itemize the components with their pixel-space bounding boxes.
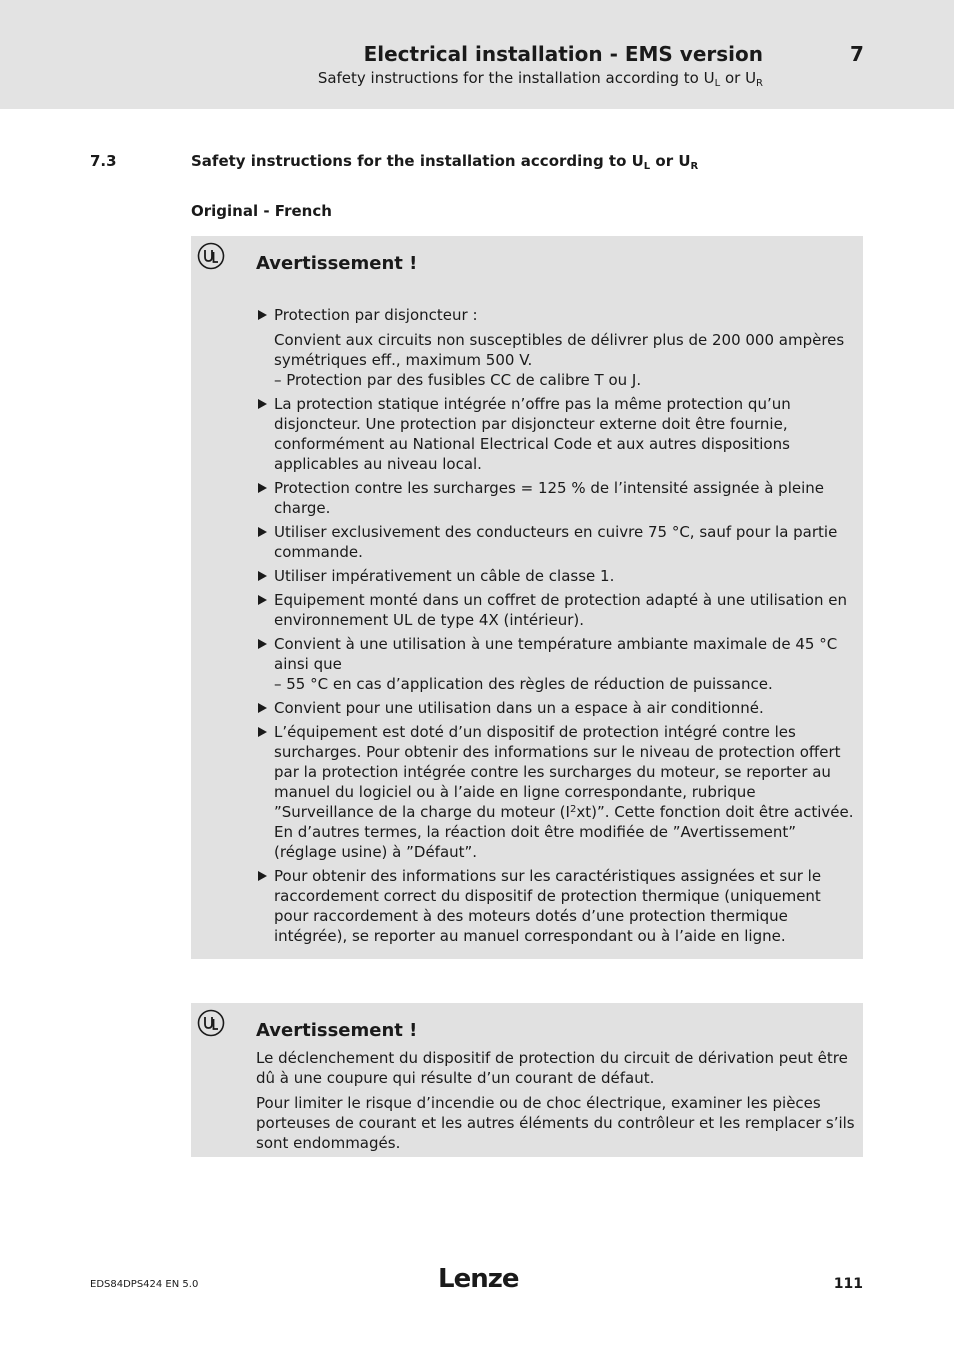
triangle-bullet-icon [258, 639, 267, 649]
triangle-bullet-icon [258, 527, 267, 537]
triangle-bullet-icon [258, 483, 267, 493]
document-id: EDS84DPS424 EN 5.0 [90, 1279, 199, 1290]
lenze-logo: Lenze [438, 1264, 519, 1294]
list-item: Protection contre les surcharges = 125 % de l’intensité assignée à pleine charge. [256, 478, 856, 518]
warning-box-1 [191, 236, 863, 959]
list-item: La protection statique intégrée n’offre pas la même protection qu’un disjoncteur. Une protection par disjoncteur externe doit être fournie, conformément au National Electrical Code et aux autres dispositions applicables au niveau local. [256, 394, 856, 474]
warning-bullet-list [256, 305, 856, 950]
triangle-bullet-icon [258, 310, 267, 320]
page-number: 111 [833, 1276, 863, 1292]
header-subtitle: Safety instructions for the installation according to $U_L$ or $U_R$ [317, 69, 763, 89]
section-title: Safety instructions for the installation according to $U_L$ or $U_R$ [191, 152, 699, 172]
warning-box-2 [191, 1003, 863, 1157]
triangle-bullet-icon [258, 727, 267, 737]
list-item: Convient pour une utilisation dans un a espace à air conditionné. [256, 698, 856, 718]
triangle-bullet-icon [258, 595, 267, 605]
language-label: Original - French [191, 202, 332, 220]
triangle-bullet-icon [258, 571, 267, 581]
warning-title: Avertissement ! [256, 253, 418, 274]
list-item: L’équipement est doté d’un dispositif de protection intégré contre les surcharges. Pour obtenir des informations sur le niveau de protection offert par la protection intégrée contre les surcharges du moteur, se reporter au manuel du logiciel ou à l’aide en ligne correspondante, rubrique ”Surveillance de la charge du moteur $(I^2xt)$”. Cette fonction doit être activée. En d’autres termes, la réaction doit être modifiée de ”Avertissement” (réglage usine) à ”Défaut”. [256, 722, 856, 862]
list-item: Pour obtenir des informations sur les caractéristiques assignées et sur le raccordement correct du dispositif de protection thermique (uniquement pour raccordement à des moteurs dotés d’une protection thermique intégrée), se reporter au manuel correspondant ou à l’aide en ligne. [256, 866, 856, 946]
warning-body [256, 1048, 856, 1158]
triangle-bullet-icon [258, 871, 267, 881]
list-item: Utiliser impérativement un câble de classe 1. [256, 566, 856, 586]
triangle-bullet-icon [258, 399, 267, 409]
list-item: Protection par disjoncteur : Convient aux circuits non susceptibles de délivrer plus de 200 000 ampères symétriques eff., maximum 500 V. – Protection par des fusibles CC de calibre T ou J. [256, 305, 856, 390]
warning-paragraph: Le déclenchement du dispositif de protection du circuit de dérivation peut être dû à une coupure qui résulte d’un courant de défaut. [256, 1049, 848, 1087]
section-number: 7.3 [90, 152, 117, 170]
list-item: Equipement monté dans un coffret de protection adapté à une utilisation en environnement UL de type 4X (intérieur). [256, 590, 856, 630]
chapter-number: 7 [850, 42, 864, 66]
page-header [0, 0, 954, 109]
list-item: Convient à une utilisation à une température ambiante maximale de 45 °C ainsi que – 55 °C en cas d’application des règles de réduction de puissance. [256, 634, 856, 694]
warning-title: Avertissement ! [256, 1020, 418, 1041]
ul-listed-icon [197, 242, 225, 270]
ul-listed-icon [197, 1009, 225, 1037]
header-title: Electrical installation - EMS version [363, 42, 763, 66]
warning-paragraph: Pour limiter le risque d’incendie ou de choc électrique, examiner les pièces porteuses de courant et les autres éléments du contrôleur et les remplacer s’ils sont endommagés. [256, 1094, 855, 1152]
triangle-bullet-icon [258, 703, 267, 713]
list-item: Utiliser exclusivement des conducteurs en cuivre 75 °C, sauf pour la partie commande. [256, 522, 856, 562]
